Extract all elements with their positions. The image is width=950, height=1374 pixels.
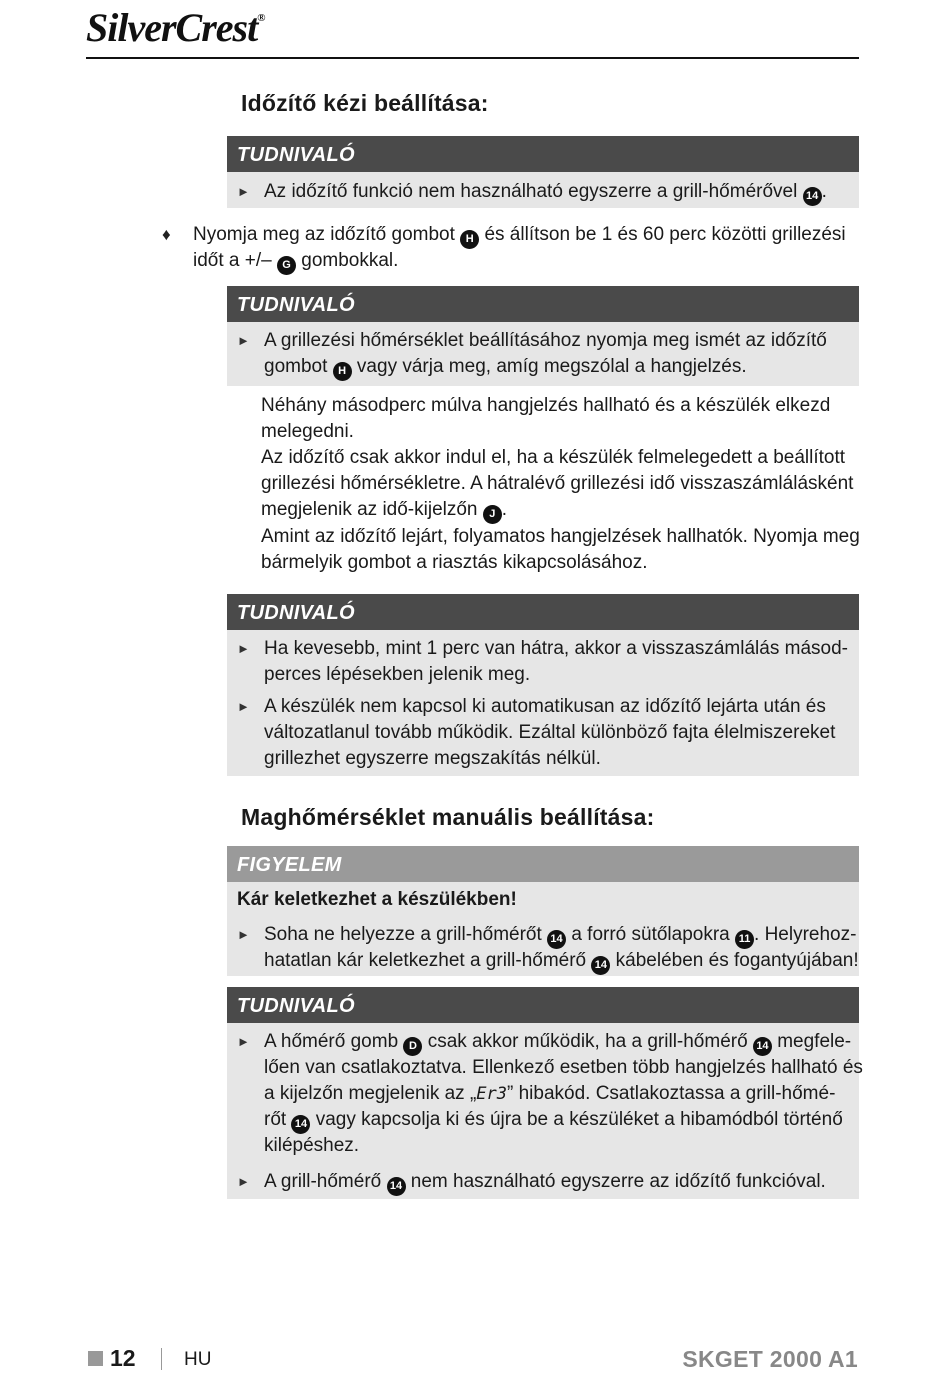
bullet-arrow-icon: ► [237,333,250,348]
brand-name: SilverCrest [86,5,258,50]
footer-divider [161,1348,162,1370]
body-text: Amint az időzítő lejárt, folyamatos hangjelzések hallhatók. Nyomja meg [261,526,860,547]
step-text: időt a +/– G gombokkal. [193,248,398,275]
registered-mark: ® [257,12,265,24]
footer-square-icon [88,1351,103,1366]
note-text: kilépéshez. [264,1135,360,1156]
ref-letter-icon: J [483,505,502,524]
ref-letter-icon: D [403,1037,422,1056]
body-text: Az időzítő csak akkor indul el, ha a készülék felmelegedett a beállított [261,447,846,468]
section-title-core-temp: Maghőmérséklet manuális beállítása: [241,804,655,830]
note-text: a kijelzőn megjelenik az „Er3” hibakód. Csatlakoztassa a grill-hőmé- [264,1083,836,1104]
body-text: megjelenik az idő-kijelzőn J . [261,497,507,524]
bullet-arrow-icon: ► [237,184,250,199]
ref-number-icon: 14 [291,1115,310,1134]
language-code: HU [184,1349,212,1370]
note-text: rőt 14 vagy kapcsolja ki és újra be a készüléket a hibamódból történő [264,1107,843,1134]
note-text: A grill-hőmérő 14 nem használható egyszerre az időzítő funkcióval. [264,1169,826,1196]
warning-title: Kár keletkezhet a készülékben! [237,889,517,910]
ref-number-icon: 14 [387,1177,406,1196]
ref-number-icon: 14 [803,187,822,206]
note-label: TUDNIVALÓ [227,286,859,322]
section-title-timer: Időzítő kézi beállítása: [241,90,489,116]
bullet-arrow-icon: ► [237,1174,250,1189]
note-text: változatlanul tovább működik. Ezáltal különböző fajta élelmiszereket [264,722,836,743]
brand-logo [86,4,264,51]
bullet-arrow-icon: ► [237,1034,250,1049]
note-label: TUDNIVALÓ [227,136,859,172]
ref-letter-icon: H [460,230,479,249]
note-text: lően van csatlakoztatva. Ellenkező esetben több hangjelzés hallható és [264,1057,863,1078]
body-text: bármelyik gombot a riasztás kikapcsolásához. [261,552,648,573]
note-text: A hőmérő gomb D csak akkor működik, ha a grill-hőmérő 14 megfele- [264,1029,851,1056]
lcd-error-code: Er3 [476,1084,507,1104]
step-diamond-icon: ♦ [162,225,171,244]
page-number: 12 [110,1345,136,1371]
header-rule [86,57,859,59]
note-label: TUDNIVALÓ [227,594,859,630]
note-text: gombot H vagy várja meg, amíg megszólal a hangjelzés. [264,354,747,381]
note-text: Ha kevesebb, mint 1 perc van hátra, akkor a visszaszámlálás másod- [264,638,848,659]
model-name: SKGET 2000 A1 [682,1346,858,1372]
ref-number-icon: 14 [591,956,610,975]
step-text: Nyomja meg az időzítő gombot H és állítson be 1 és 60 perc közötti grillezési [193,222,846,249]
ref-letter-icon: H [333,362,352,381]
note-text: grillezhet egyszerre megszakítás nélkül. [264,748,601,769]
ref-number-icon: 14 [753,1037,772,1056]
note-text: A grillezési hőmérséklet beállításához nyomja meg ismét az időzítő [264,330,827,351]
ref-number-icon: 11 [735,930,754,949]
ref-letter-icon: G [277,256,296,275]
warning-text: Soha ne helyezze a grill-hőmérőt 14 a forró sütőlapokra 11 . Helyrehoz- [264,922,856,949]
warning-text: hatatlan kár keletkezhet a grill-hőmérő 14 kábelében és fogantyújában! [264,948,859,975]
body-text: Néhány másodperc múlva hangjelzés hallható és a készülék elkezd [261,395,831,416]
note-text: A készülék nem kapcsol ki automatikusan az időzítő lejárta után és [264,696,826,717]
body-text: melegedni. [261,421,354,442]
ref-number-icon: 14 [547,930,566,949]
note-label: TUDNIVALÓ [227,987,859,1023]
body-text: grillezési hőmérsékletre. A hátralévő grillezési idő visszaszámlálásként [261,473,854,494]
note-text: Az időzítő funkció nem használható egyszerre a grill-hőmérővel 14 . [264,179,827,206]
bullet-arrow-icon: ► [237,699,250,714]
warning-label: FIGYELEM [227,846,859,882]
bullet-arrow-icon: ► [237,927,250,942]
bullet-arrow-icon: ► [237,641,250,656]
note-text: perces lépésekben jelenik meg. [264,664,531,685]
